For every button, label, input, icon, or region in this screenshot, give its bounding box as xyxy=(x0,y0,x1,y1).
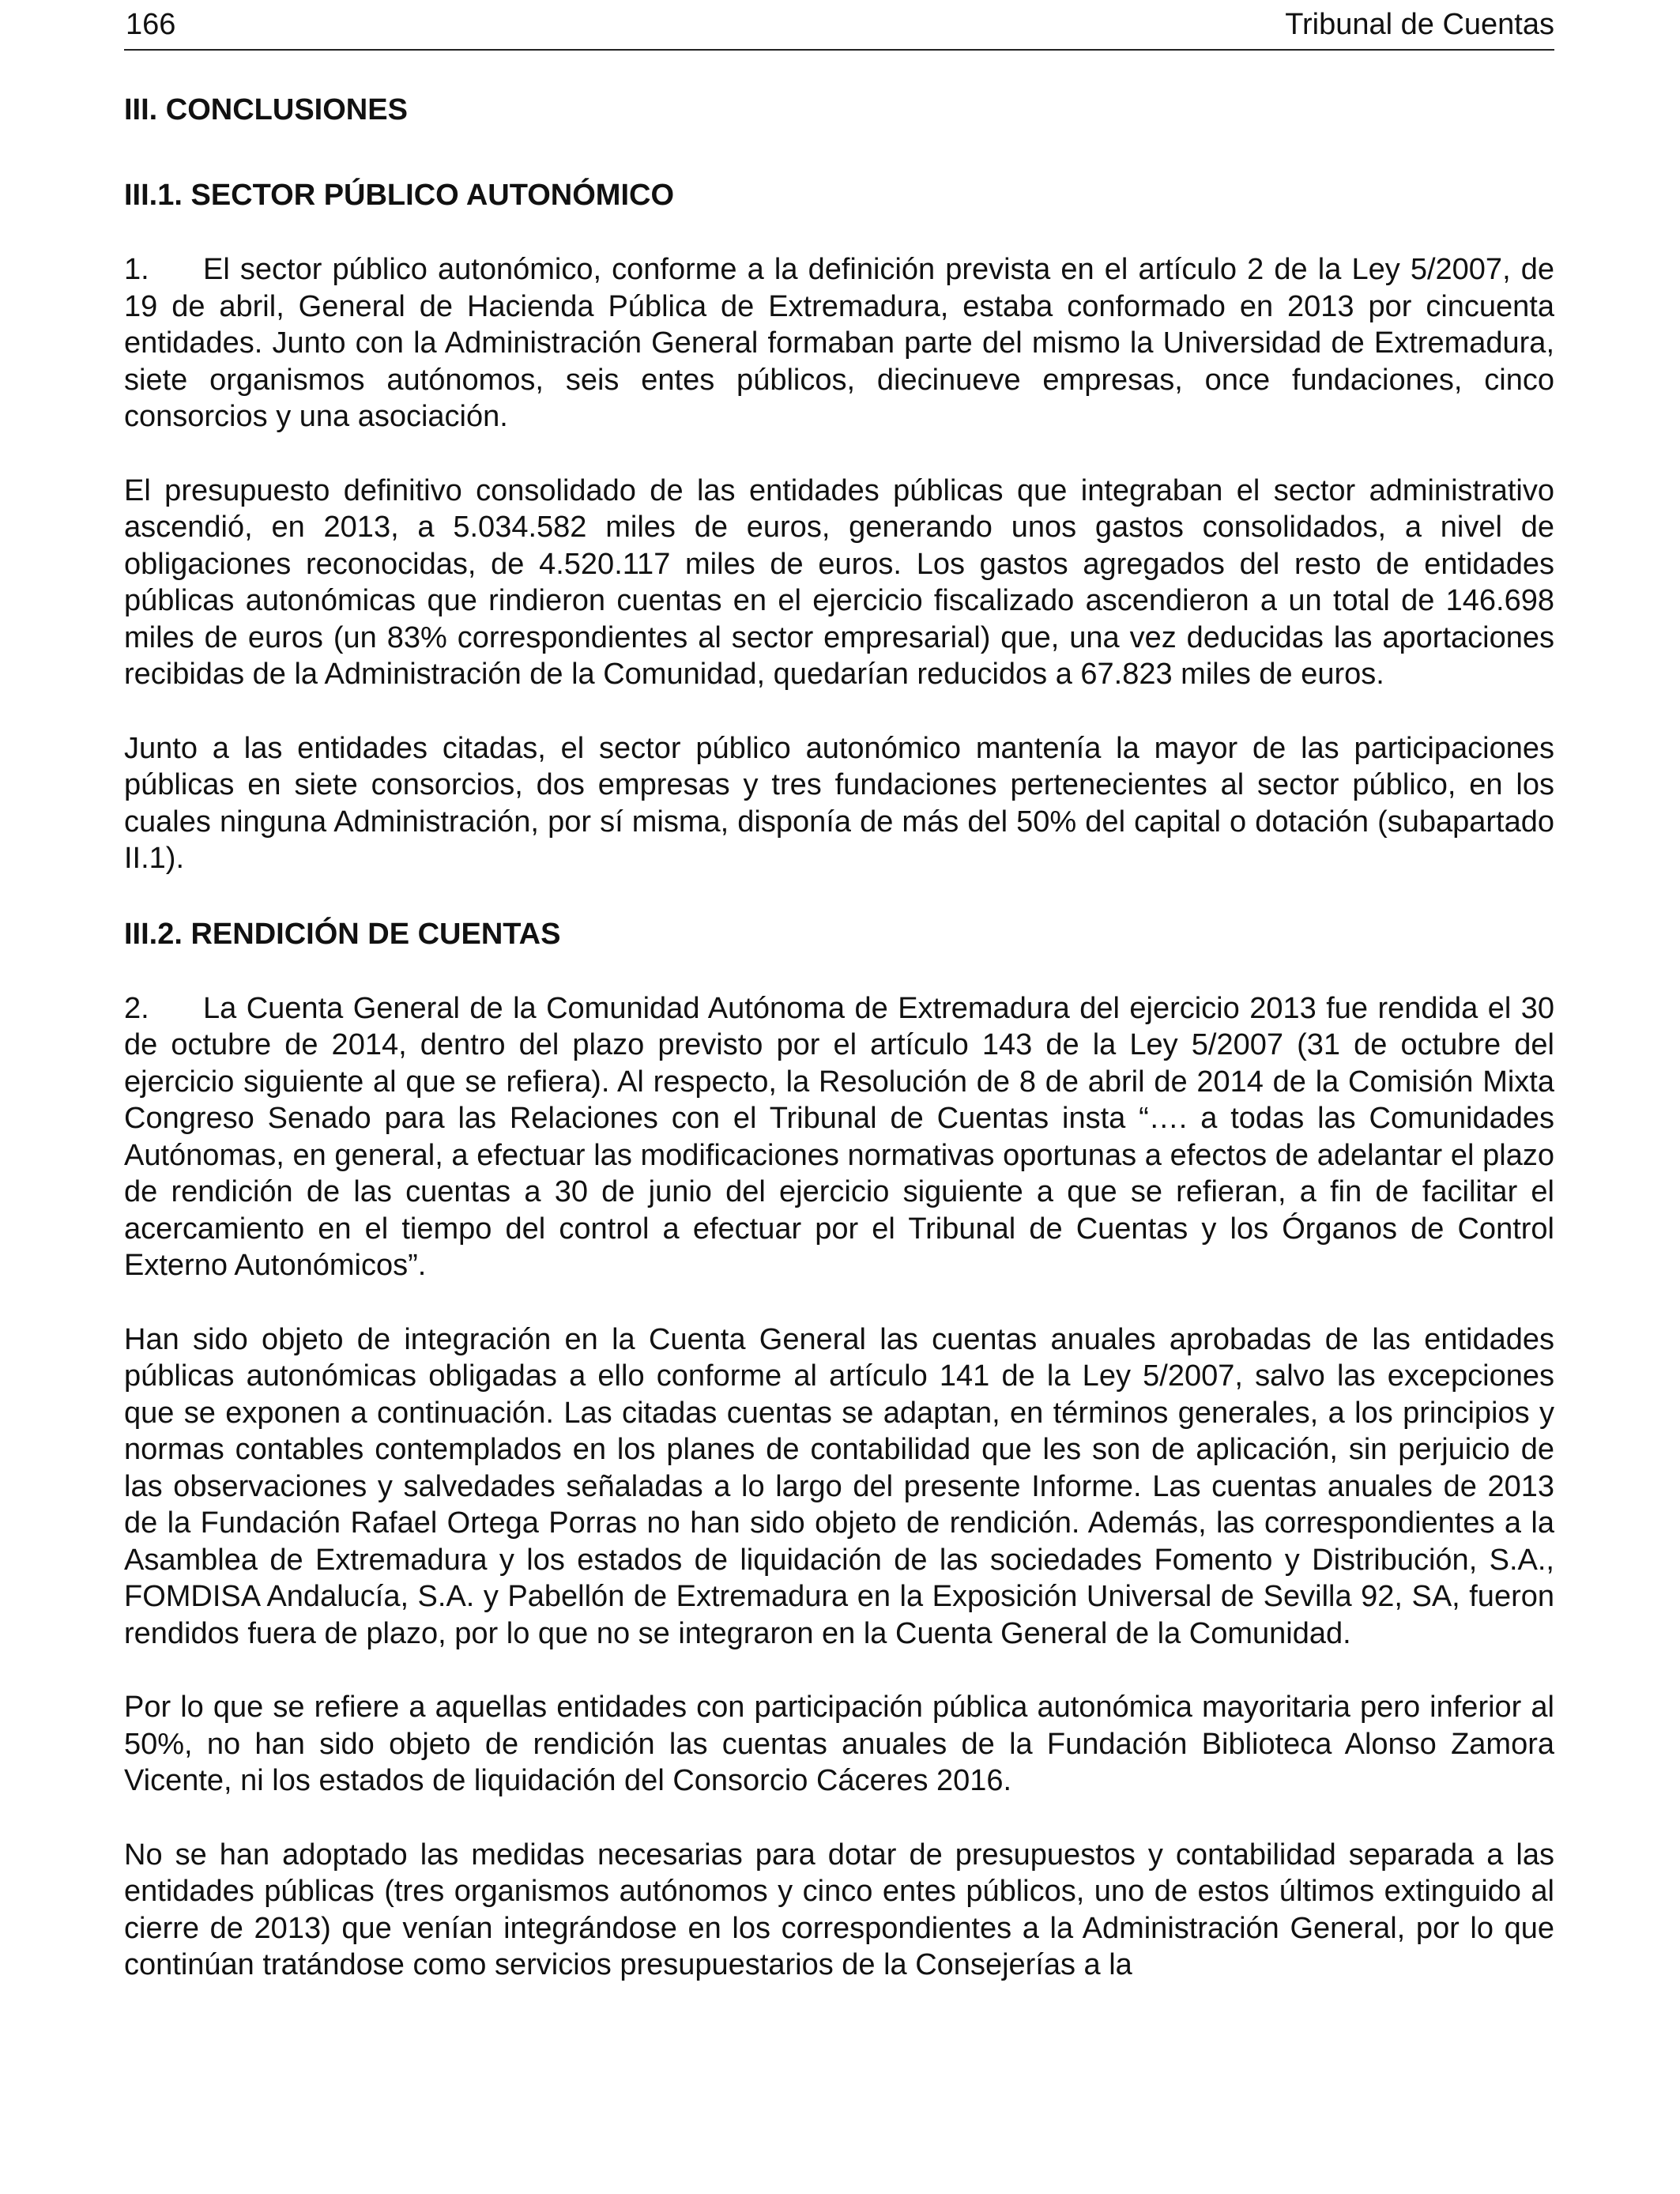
subsection-title-sector-publico: III.1. SECTOR PÚBLICO AUTONÓMICO xyxy=(124,179,675,212)
publication-name: Tribunal de Cuentas xyxy=(1285,8,1554,41)
paragraph-number: 2. xyxy=(124,991,149,1025)
paragraph-text: El sector público autonómico, conforme a la definición prevista en el artículo 2 de la Ley 5/2007, de 19 de abril, General de Hacienda Pública de Extremadura, estaba conformado en 2013 por cincuenta entidades. Junto con la Administración General formaban parte del mismo la Universidad de Extremadura, siete organismos autónomos, seis entes públicos, diecinueve empresas, once fundaciones, cinco consorcios y una asociación. xyxy=(124,253,1554,433)
paragraph-integracion: Han sido objeto de integración en la Cuenta General las cuentas anuales aprobadas de las entidades públicas autonómicas obligadas a ello conforme al artículo 141 de la Ley 5/2007, salvo las excepciones que se exponen a continuación. Las citadas cuentas se adaptan, en términos generales, a los principios y normas contables contemplados en los planes de contabilidad que les son de aplicación, sin perjuicio de las observaciones y salvedades señaladas a lo largo del presente Informe. Las cuentas anuales de 2013 de la Fundación Rafael Ortega Porras no han sido objeto de rendición. Además, las correspondientes a la Asamblea de Extremadura y los estados de liquidación de las sociedades Fomento y Distribución, S.A., FOMDISA Andalucía, S.A. y Pabellón de Extremadura en la Exposición Universal de Sevilla 92, SA, fueron rendidos fuera de plazo, por lo que no se integraron en la Cuenta General de la Comunidad. xyxy=(124,1322,1554,1650)
running-header xyxy=(124,0,1554,51)
paragraph-2 xyxy=(124,990,1554,1284)
paragraph-text: La Cuenta General de la Comunidad Autónoma de Extremadura del ejercicio 2013 fue rendida el 30 de octubre de 2014, dentro del plazo previsto por el artículo 143 de la Ley 5/2007 (31 de octubre del ejercicio siguiente al que se refiera). Al respecto, la Resolución de 8 de abril de 2014 de la Comisión Mixta Congreso Senado para las Relaciones con el Tribunal de Cuentas insta “…. a todas las Comunidades Autónomas, en general, a efectuar las modificaciones normativas oportunas a efectos de adelantar el plazo de rendición de las cuentas a 30 de junio del ejercicio siguiente a que se refieran, a fin de facilitar el acercamiento en el tiempo del control a efectuar por el Tribunal de Cuentas y los Órganos de Control Externo Autonómicos”. xyxy=(124,991,1554,1282)
section-title: III. CONCLUSIONES xyxy=(124,93,408,126)
paragraph-number: 1. xyxy=(124,253,149,286)
subsection-title-rendicion: III.2. RENDICIÓN DE CUENTAS xyxy=(124,917,561,951)
document-page xyxy=(124,0,1554,2021)
paragraph-1 xyxy=(124,251,1554,435)
paragraph-participaciones: Junto a las entidades citadas, el sector público autonómico mantenía la mayor de las participaciones públicas en siete consorcios, dos empresas y tres fundaciones pertenecientes al sector público, en los cuales ninguna Administración, por sí misma, disponía de más del 50% del capital o dotación (subapartado II.1). xyxy=(124,731,1554,875)
paragraph-medidas: No se han adoptado las medidas necesarias para dotar de presupuestos y contabilidad separada a las entidades públicas (tres organismos autónomos y cinco entes públicos, uno de estos últimos extinguido al cierre de 2013) que venían integrándose en los correspondientes a la Administración General, por lo que continúan tratándose como servicios presupuestarios de la Consejerías a la xyxy=(124,1838,1554,1981)
document-body xyxy=(124,90,1554,1984)
paragraph-participacion-minoritaria: Por lo que se refiere a aquellas entidades con participación pública autonómica mayoritaria pero inferior al 50%, no han sido objeto de rendición las cuentas anuales de la Fundación Biblioteca Alonso Zamora Vicente, ni los estados de liquidación del Consorcio Cáceres 2016. xyxy=(124,1691,1554,1797)
page-number: 166 xyxy=(126,8,176,41)
paragraph-presupuesto: El presupuesto definitivo consolidado de las entidades públicas que integraban el sector administrativo ascendió, en 2013, a 5.034.582 miles de euros, generando unos gastos consolidados, a nivel de obligaciones reconocidas, de 4.520.117 miles de euros. Los gastos agregados del resto de entidades públicas autonómicas que rindieron cuentas en el ejercicio fiscalizado ascendieron a un total de 146.698 miles de euros (un 83% correspondientes al sector empresarial) que, una vez deducidas las aportaciones recibidas de la Administración de la Comunidad, quedarían reducidos a 67.823 miles de euros. xyxy=(124,473,1554,691)
